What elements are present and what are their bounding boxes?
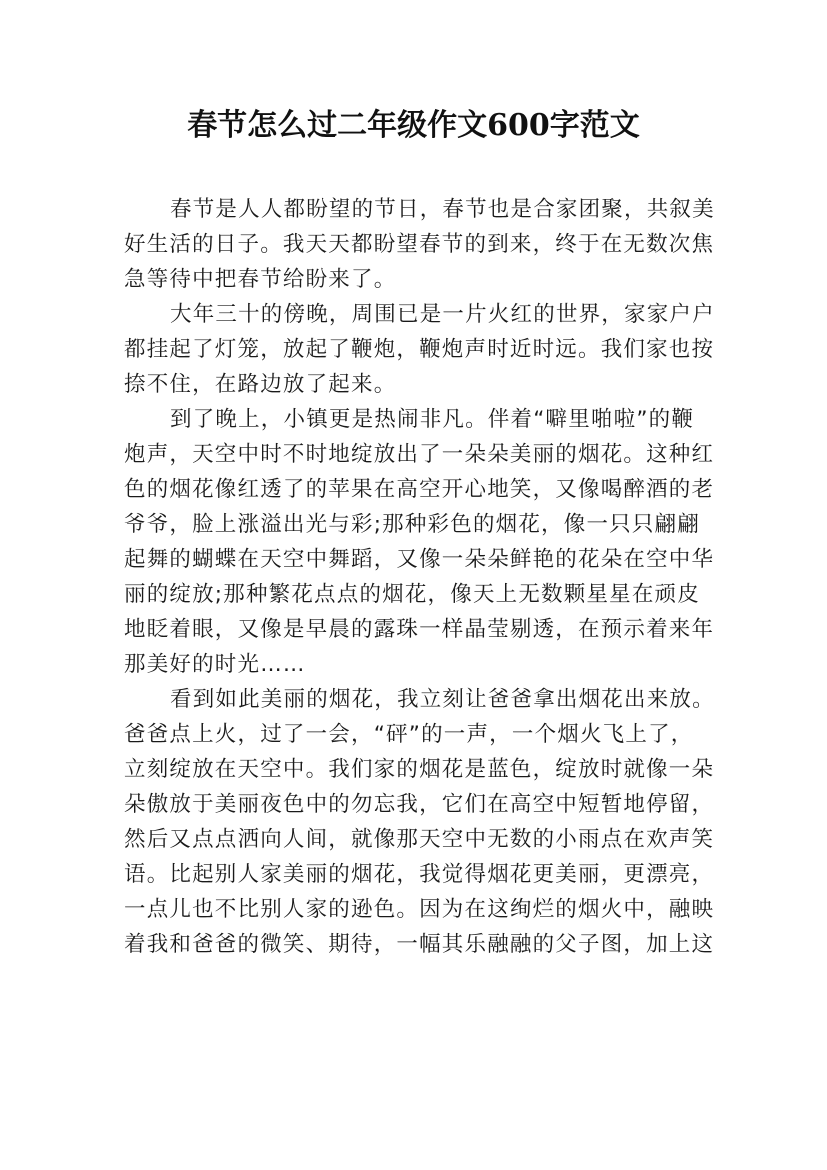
text-line: 爷爷，脸上涨溢出光与彩;那种彩色的烟花，像一只只翩翩 xyxy=(124,512,700,537)
text-line: 看到如此美丽的烟花，我立刻让爸爸拿出烟花出来放。 xyxy=(170,687,715,712)
text-line: 立刻绽放在天空中。我们家的烟花是蓝色，绽放时就像一朵 xyxy=(124,757,715,782)
text-line: 然后又点点洒向人间，就像那天空中无数的小雨点在欢声笑 xyxy=(124,827,715,852)
text-line: 爸爸点上火，过了一会，“砰”的一声，一个烟火飞上了， xyxy=(124,722,694,747)
text-line: 朵傲放于美丽夜色中的勿忘我，它们在高空中短暂地停留， xyxy=(124,792,715,817)
text-line: 急等待中把春节给盼来了。 xyxy=(124,267,397,292)
text-line: 着我和爸爸的微笑、期待，一幅其乐融融的父子图，加上这 xyxy=(124,932,715,957)
text-line: 捺不住，在路边放了起来。 xyxy=(124,372,397,397)
text-line: 到了晚上，小镇更是热闹非凡。伴着“噼里啪啦”的鞭 xyxy=(170,407,695,432)
essay-body xyxy=(124,192,716,962)
text-line: 都挂起了灯笼，放起了鞭炮，鞭炮声时近时远。我们家也按 xyxy=(124,337,715,362)
text-line: 色的烟花像红透了的苹果在高空开心地笑，又像喝醉酒的老 xyxy=(124,477,715,502)
text-line: 地眨着眼，又像是早晨的露珠一样晶莹剔透，在预示着来年 xyxy=(124,617,715,642)
text-line: 一点儿也不比别人家的逊色。因为在这绚烂的烟火中，融映 xyxy=(124,897,715,922)
text-line: 春节是人人都盼望的节日，春节也是合家团聚，共叙美 xyxy=(170,197,715,222)
text-line: 语。比起别人家美丽的烟花，我觉得烟花更美丽，更漂亮， xyxy=(124,862,715,887)
text-line: 那美好的时光…… xyxy=(124,652,306,677)
text-line: 炮声，天空中时不时地绽放出了一朵朵美丽的烟花。这种红 xyxy=(124,442,715,467)
text-line: 大年三十的傍晚，周围已是一片火红的世界，家家户户 xyxy=(170,302,715,327)
page-title: 春节怎么过二年级作文600字范文 xyxy=(187,108,640,143)
text-line: 好生活的日子。我天天都盼望春节的到来，终于在无数次焦 xyxy=(124,232,715,257)
text-line: 丽的绽放;那种繁花点点的烟花，像天上无数颗星星在顽皮 xyxy=(124,582,700,607)
text-line: 起舞的蝴蝶在天空中舞蹈，又像一朵朵鲜艳的花朵在空中华 xyxy=(124,547,715,572)
